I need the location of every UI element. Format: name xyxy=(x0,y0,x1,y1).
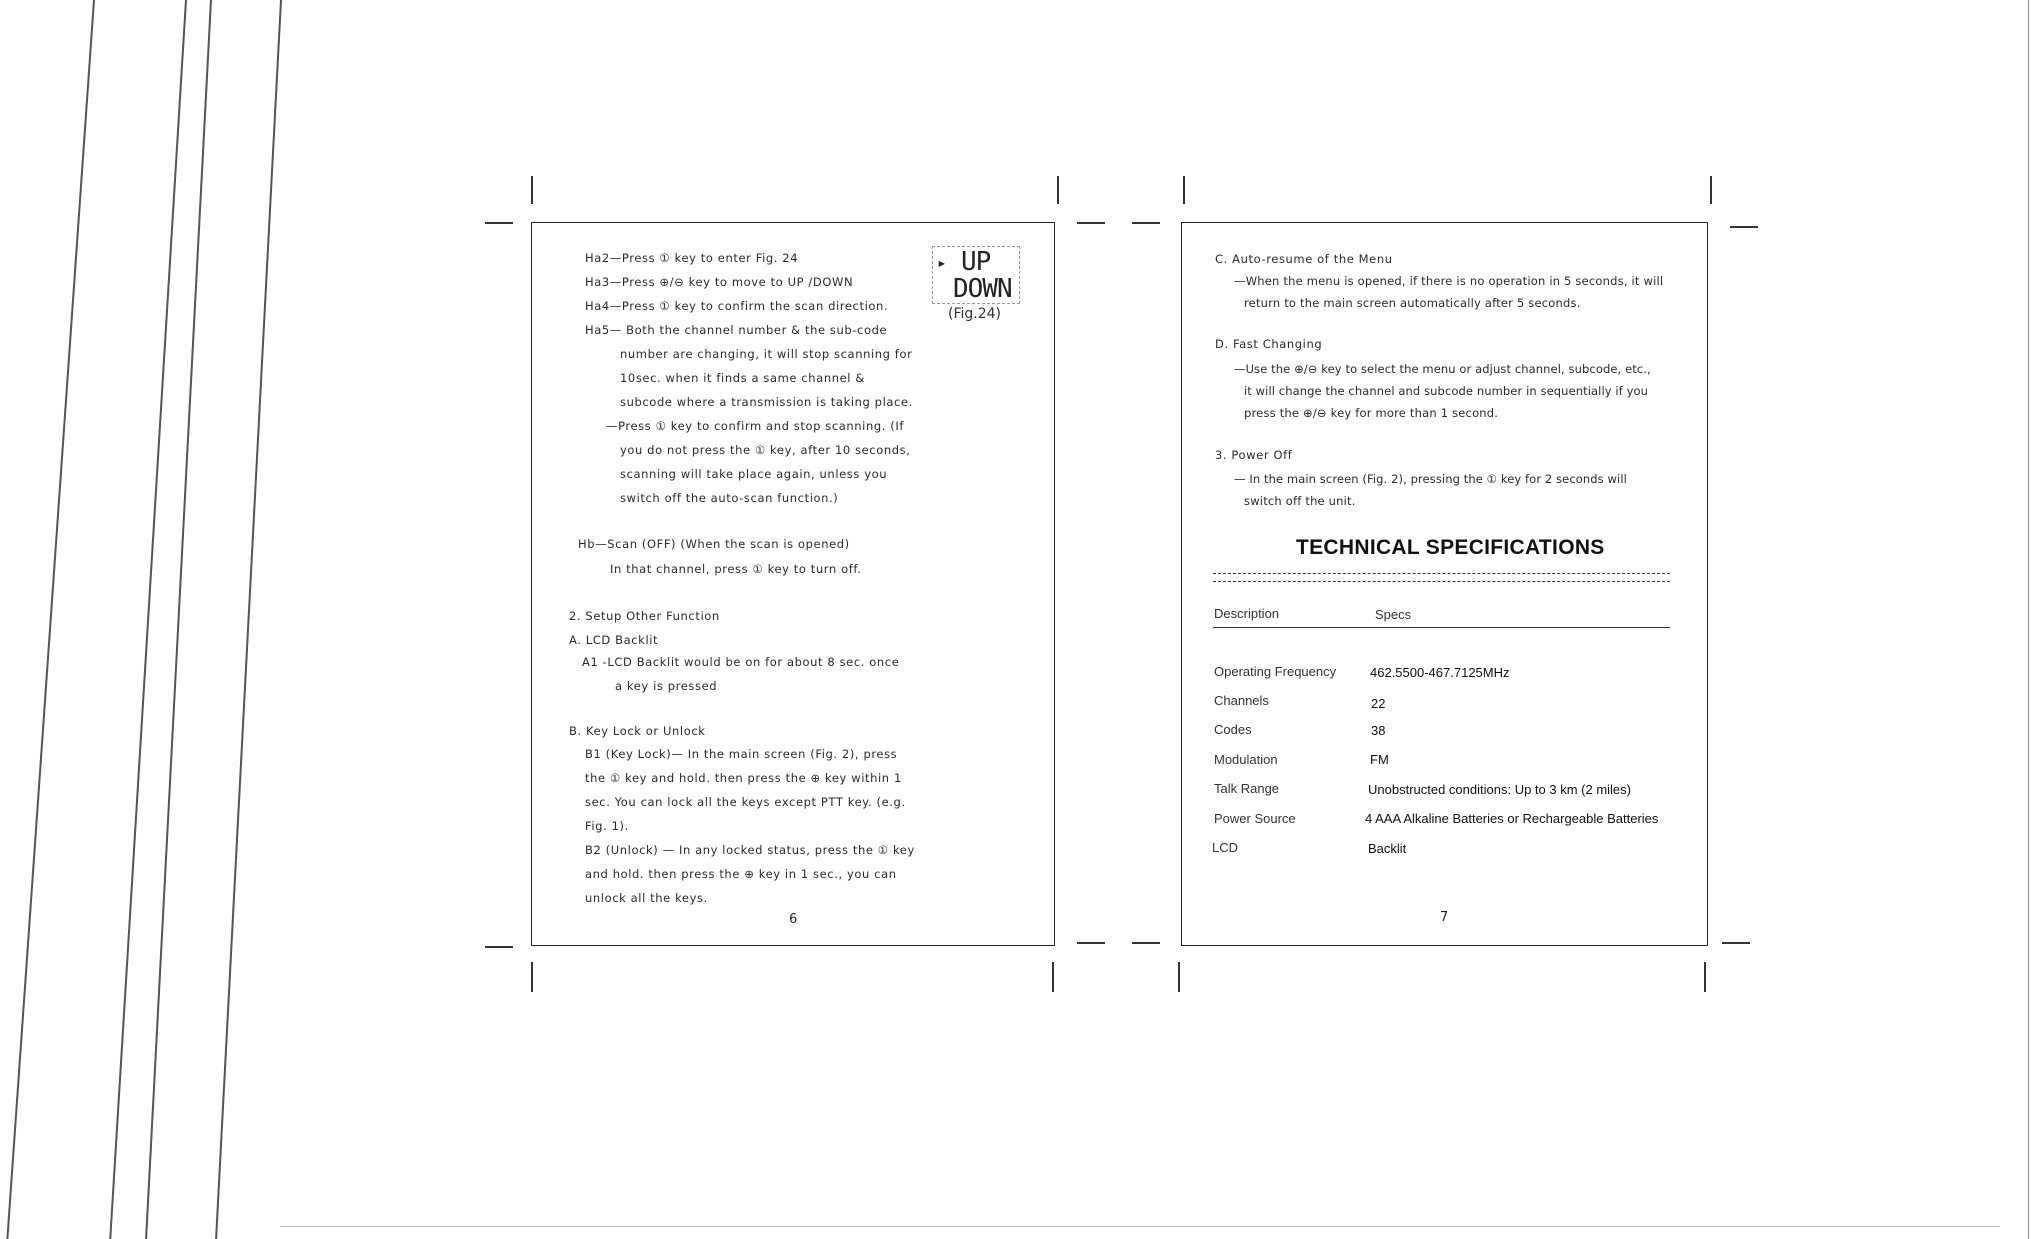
page-number: 6 xyxy=(789,912,798,927)
text-line: sec. You can lock all the keys except PTT key. (e.g. xyxy=(585,795,906,809)
scan-artifact-line xyxy=(6,0,94,1239)
text-line: scanning will take place again, unless you xyxy=(620,467,888,481)
scan-artifact-line xyxy=(145,0,211,1239)
text-line: you do not press the ① key, after 10 seconds, xyxy=(620,443,911,457)
crop-mark xyxy=(1704,962,1706,992)
scan-artifact-line xyxy=(215,0,281,1239)
spec-label: Power Source xyxy=(1214,811,1296,826)
text-line: number are changing, it will stop scanning for xyxy=(620,347,913,361)
lcd-display-figure xyxy=(932,246,1020,304)
crop-mark xyxy=(1132,942,1160,944)
text-line: unlock all the keys. xyxy=(585,891,708,905)
crop-mark xyxy=(1722,942,1750,944)
spec-value: Unobstructed conditions: Up to 3 km (2 miles) xyxy=(1368,782,1631,797)
spec-label: Channels xyxy=(1214,693,1269,708)
spec-value: 22 xyxy=(1371,696,1386,711)
text-line: switch off the auto-scan function.) xyxy=(620,491,839,505)
pointer-arrow-icon: ▸ xyxy=(937,253,947,272)
scan-artifact-line xyxy=(2028,0,2029,1239)
text-line: Ha3—Press ⊕/⊖ key to move to UP /DOWN xyxy=(585,275,854,289)
text-line: and hold. then press the ⊕ key in 1 sec., you can xyxy=(585,867,897,881)
text-line: Ha4—Press ① key to confirm the scan direction. xyxy=(585,299,889,313)
section-heading: 3. Power Off xyxy=(1215,448,1293,462)
lcd-line-down: DOWN xyxy=(953,274,1012,304)
section-heading: D. Fast Changing xyxy=(1215,337,1323,351)
scan-artifact-line xyxy=(109,0,186,1239)
spec-label: Modulation xyxy=(1214,752,1278,767)
text-line: it will change the channel and subcode number in sequentially if you xyxy=(1244,384,1649,398)
crop-mark xyxy=(1730,226,1758,228)
crop-mark xyxy=(1132,222,1160,224)
text-line: switch off the unit. xyxy=(1244,494,1356,508)
spec-title: TECHNICAL SPECIFICATIONS xyxy=(1296,536,1605,559)
text-line: return to the main screen automatically after 5 seconds. xyxy=(1244,296,1581,310)
text-line: B1 (Key Lock)— In the main screen (Fig. 2), press xyxy=(585,747,898,761)
section-heading: B. Key Lock or Unlock xyxy=(569,724,706,738)
crop-mark xyxy=(485,946,513,948)
text-line: Ha5— Both the channel number & the sub-code xyxy=(585,323,888,337)
figure-caption: (Fig.24) xyxy=(948,306,1001,322)
text-line: the ① key and hold. then press the ⊕ key within 1 xyxy=(585,771,902,785)
manual-page-7 xyxy=(1181,222,1708,946)
text-line: —Use the ⊕/⊖ key to select the menu or adjust channel, subcode, etc., xyxy=(1234,362,1651,376)
crop-mark xyxy=(531,962,533,992)
text-line: a key is pressed xyxy=(615,679,718,693)
spec-label: Codes xyxy=(1214,722,1252,737)
spec-value: 38 xyxy=(1371,723,1386,738)
spec-value: Backlit xyxy=(1368,841,1407,856)
text-line: press the ⊕/⊖ key for more than 1 second. xyxy=(1244,406,1499,420)
dashed-divider xyxy=(1213,573,1670,574)
dashed-divider xyxy=(1213,581,1670,582)
spec-header-description: Description xyxy=(1214,606,1280,621)
crop-mark xyxy=(1057,176,1059,204)
lcd-line-up: UP xyxy=(961,247,991,277)
text-line: —When the menu is opened, if there is no operation in 5 seconds, it will xyxy=(1234,274,1664,288)
text-line: In that channel, press ① key to turn off. xyxy=(610,562,862,576)
crop-mark xyxy=(1077,222,1105,224)
text-line: subcode where a transmission is taking place. xyxy=(620,395,913,409)
section-heading: 2. Setup Other Function xyxy=(569,609,720,623)
crop-mark xyxy=(1183,176,1185,204)
text-line: Ha2—Press ① key to enter Fig. 24 xyxy=(585,251,799,265)
crop-mark xyxy=(1710,176,1712,204)
crop-mark xyxy=(1077,942,1105,944)
spec-value: 462.5500-467.7125MHz xyxy=(1370,665,1510,680)
table-rule xyxy=(1213,627,1670,628)
crop-mark xyxy=(485,222,513,224)
crop-mark xyxy=(1052,962,1054,992)
text-line: B2 (Unlock) — In any locked status, press the ① key xyxy=(585,843,915,857)
scan-artifact-line xyxy=(280,1226,2000,1227)
spec-value: FM xyxy=(1370,752,1389,767)
text-line: Fig. 1). xyxy=(585,819,629,833)
spec-label: Operating Frequency xyxy=(1214,664,1337,679)
section-heading: C. Auto-resume of the Menu xyxy=(1215,252,1393,266)
text-line: Hb—Scan (OFF) (When the scan is opened) xyxy=(578,537,850,551)
text-line: — In the main screen (Fig. 2), pressing the ① key for 2 seconds will xyxy=(1234,472,1627,486)
text-line: A1 -LCD Backlit would be on for about 8 sec. once xyxy=(582,655,900,669)
text-line: 10sec. when it finds a same channel & xyxy=(620,371,865,385)
spec-label: LCD xyxy=(1212,840,1239,855)
crop-mark xyxy=(1178,962,1180,992)
spec-header-specs: Specs xyxy=(1375,607,1412,622)
page-number: 7 xyxy=(1440,910,1449,925)
section-heading: A. LCD Backlit xyxy=(569,633,659,647)
crop-mark xyxy=(531,176,533,204)
spec-value: 4 AAA Alkaline Batteries or Rechargeable Batteries xyxy=(1365,811,1659,826)
spec-label: Talk Range xyxy=(1214,781,1280,796)
text-line: —Press ① key to confirm and stop scanning. (If xyxy=(606,419,904,433)
